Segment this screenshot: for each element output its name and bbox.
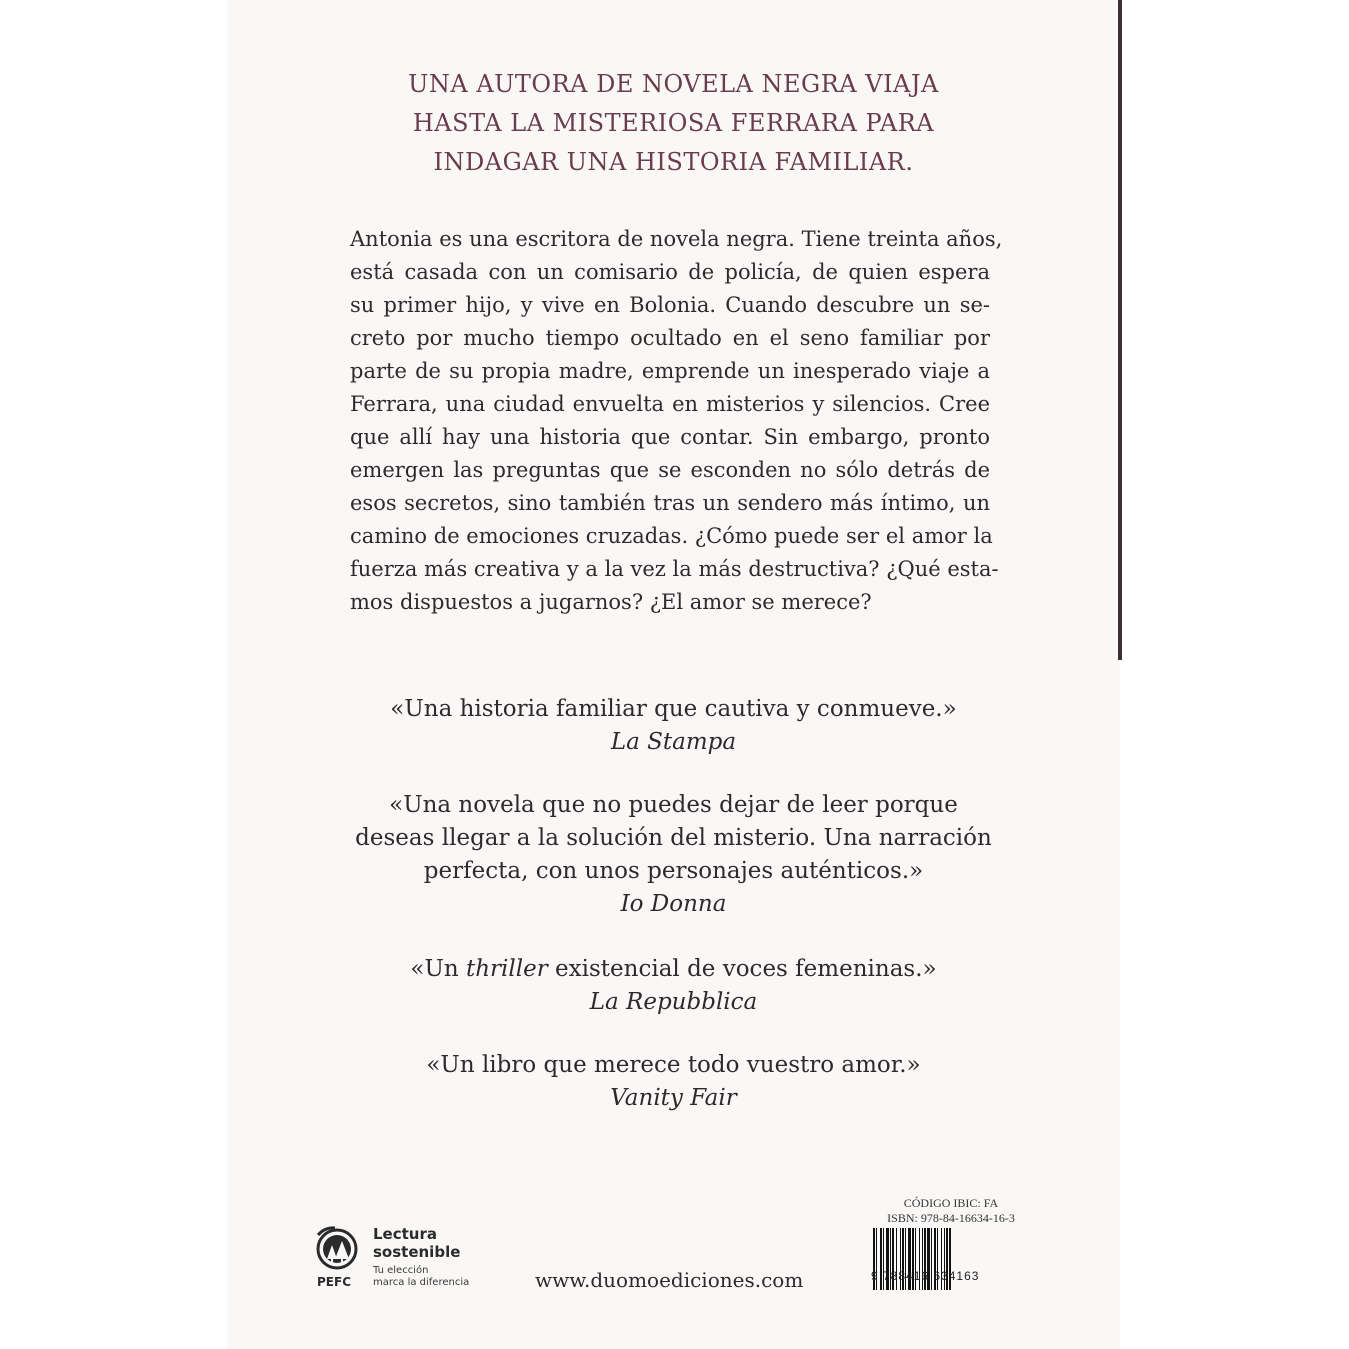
quote-text-end: existencial de voces femeninas.» bbox=[547, 956, 937, 982]
quote-text-start: «Un bbox=[410, 956, 466, 982]
quote-text bbox=[227, 953, 1120, 986]
tagline-line-2: HASTA LA MISTERIOSA FERRARA PARA bbox=[412, 109, 935, 137]
pefc-subtitle bbox=[373, 1265, 469, 1289]
pefc-mark: PEFC bbox=[317, 1275, 351, 1289]
quote-source: Vanity Fair bbox=[610, 1085, 737, 1111]
quote-text: «Un libro que merece todo vuestro amor.» bbox=[426, 1052, 921, 1078]
publisher-website: www.duomoediciones.com bbox=[535, 1268, 804, 1292]
synopsis-line: parte de su propia madre, emprende un inesperado viaje a bbox=[350, 359, 990, 383]
isbn-text: ISBN: 978-84-16634-16-3 bbox=[887, 1211, 1015, 1225]
pefc-title-line-1: Lectura bbox=[373, 1225, 437, 1243]
synopsis-line: Antonia es una escritora de novela negra. Tiene treinta años, bbox=[350, 227, 1003, 251]
synopsis-line: mos dispuestos a jugarnos? ¿El amor se merece? bbox=[350, 590, 872, 614]
tagline-line-1: UNA AUTORA DE NOVELA NEGRA VIAJA bbox=[408, 70, 939, 98]
pefc-title bbox=[373, 1225, 460, 1261]
synopsis-line: esos secretos, sino también tras un sendero más íntimo, un bbox=[350, 491, 990, 515]
quote-text-italic: thriller bbox=[466, 956, 548, 982]
ibic-code: CÓDIGO IBIC: FA bbox=[903, 1196, 999, 1210]
review-quote bbox=[227, 1049, 1120, 1115]
quote-text: «Una historia familiar que cautiva y conmueve.» bbox=[390, 696, 957, 722]
pefc-certification bbox=[315, 1225, 495, 1295]
pefc-subtitle-line-2: marca la diferencia bbox=[373, 1277, 470, 1288]
synopsis-line: su primer hijo, y vive en Bolonia. Cuando descubre un se- bbox=[350, 293, 990, 317]
synopsis bbox=[350, 223, 1003, 619]
spine-edge bbox=[1118, 0, 1122, 660]
pefc-logo-icon bbox=[315, 1225, 363, 1289]
pefc-title-line-2: sostenible bbox=[373, 1243, 461, 1261]
quote-text: «Una novela que no puedes dejar de leer porque bbox=[389, 792, 958, 818]
synopsis-line: está casada con un comisario de policía, de quien espera bbox=[350, 260, 990, 284]
pefc-subtitle-line-1: Tu elección bbox=[373, 1265, 429, 1276]
review-quote bbox=[227, 693, 1120, 759]
quote-text: deseas llegar a la solución del misterio. Una narración bbox=[355, 825, 992, 851]
synopsis-line: camino de emociones cruzadas. ¿Cómo puede ser el amor la bbox=[350, 524, 993, 548]
synopsis-line: fuerza más creativa y a la vez la más destructiva? ¿Qué esta- bbox=[350, 557, 999, 581]
isbn-block bbox=[871, 1196, 1031, 1226]
quote-source: Io Donna bbox=[620, 891, 727, 917]
quote-source: La Repubblica bbox=[589, 989, 758, 1015]
review-quote bbox=[227, 789, 1120, 921]
review-quote bbox=[227, 953, 1120, 1019]
quote-text: perfecta, con unos personajes auténticos.» bbox=[423, 858, 924, 884]
synopsis-line: emergen las preguntas que se esconden no sólo detrás de bbox=[350, 458, 990, 482]
barcode-number: 9 788416 634163 bbox=[871, 1269, 980, 1283]
book-back-cover bbox=[227, 0, 1120, 1349]
synopsis-line: creto por mucho tiempo ocultado en el seno familiar por bbox=[350, 326, 990, 350]
synopsis-line: que allí hay una historia que contar. Sin embargo, pronto bbox=[350, 425, 990, 449]
tagline-line-3: INDAGAR UNA HISTORIA FAMILIAR. bbox=[433, 148, 914, 176]
quote-source: La Stampa bbox=[610, 729, 737, 755]
synopsis-line: Ferrara, una ciudad envuelta en misterios y silencios. Cree bbox=[350, 392, 990, 416]
